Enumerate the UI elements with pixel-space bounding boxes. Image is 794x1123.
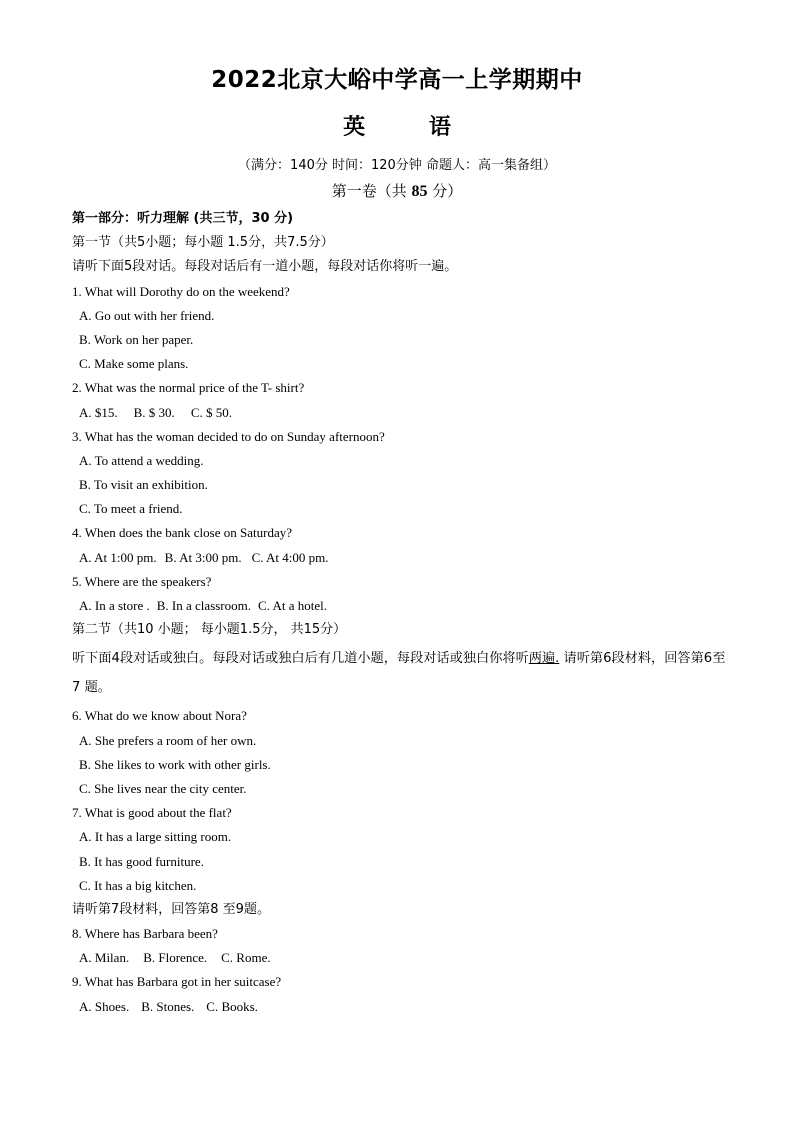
section1-instruction: 请听下面5段对话。每段对话后有一道小题，每段对话你将听一遍。 bbox=[72, 259, 458, 275]
section2-instruction-a: 听下面4段对话或独白。每段对话或独白后有几道小题，每段对话或独白你将听 bbox=[72, 651, 529, 667]
question-4-option-b: B. At 3:00 pm. bbox=[164, 549, 242, 565]
question-2-option-a: A. $15. bbox=[79, 404, 118, 420]
exam-content bbox=[72, 207, 732, 1019]
volume-title-post: 分） bbox=[427, 182, 463, 200]
question-5-option-a: A. In a store . bbox=[79, 598, 150, 613]
question-8-options bbox=[72, 946, 732, 970]
question-9-stem: 9. What has Barbara got in her suitcase? bbox=[72, 974, 282, 990]
question-3-option-b: B. To visit an exhibition. bbox=[79, 477, 208, 493]
subject-heading bbox=[0, 110, 794, 141]
question-2-option-b: B. $ 30. bbox=[133, 404, 175, 420]
question-6-stem: 6. What do we know about Nora? bbox=[72, 708, 247, 724]
question-8-option-c: C. Rome. bbox=[221, 950, 271, 966]
question-7-option-a: A. It has a large sitting room. bbox=[79, 829, 232, 845]
exam-title: 2022北京大峪中学高一上学期期中 bbox=[211, 67, 583, 93]
question-9-options bbox=[72, 995, 732, 1019]
question-2-stem: 2. What was the normal price of the T- shirt? bbox=[72, 380, 305, 396]
question-4-stem: 4. When does the bank close on Saturday? bbox=[72, 525, 292, 541]
question-8-option-b: B. Florence. bbox=[143, 950, 208, 966]
subject-char-left: 英 bbox=[343, 115, 366, 140]
question-3-stem: 3. What has the woman decided to do on Sunday afternoon? bbox=[72, 428, 385, 444]
question-7-option-c: C. It has a big kitchen. bbox=[79, 877, 197, 893]
question-2-option-c: C. $ 50. bbox=[190, 404, 232, 420]
question-9-option-b: B. Stones. bbox=[141, 998, 195, 1014]
exam-info: （满分：140分 时间：120分钟 命题人：高一集备组） bbox=[238, 158, 556, 173]
question-2-options bbox=[72, 401, 732, 425]
question-1-option-c: C. Make some plans. bbox=[79, 356, 189, 372]
section2-instruction bbox=[72, 644, 732, 702]
question-5-stem: 5. Where are the speakers? bbox=[72, 573, 212, 589]
question-9-option-a: A. Shoes. bbox=[79, 998, 130, 1014]
volume-title-score: 85 bbox=[411, 183, 428, 200]
question-1-stem: 1. What will Dorothy do on the weekend? bbox=[72, 283, 290, 299]
question-3-option-a: A. To attend a wedding. bbox=[79, 452, 204, 468]
question-8-option-a: A. Milan. bbox=[79, 950, 130, 966]
question-5-option-c: C. At a hotel. bbox=[258, 598, 327, 613]
subject-char-right: 语 bbox=[428, 115, 451, 140]
material7-instruction: 请听第7段材料，回答第8 至9题。 bbox=[72, 901, 270, 917]
question-6-option-b: B. She likes to work with other girls. bbox=[79, 756, 271, 772]
question-1-option-a: A. Go out with her friend. bbox=[79, 307, 215, 323]
question-5-option-b: B. In a classroom. bbox=[156, 598, 251, 613]
section2-instruction-b: 请听第6段材料，回答第6至7 题。 bbox=[72, 651, 726, 696]
question-9-option-c: C. Books. bbox=[206, 998, 258, 1014]
volume-title bbox=[0, 180, 794, 201]
section1-title: 第一节（共5小题；每小题 1.5分，共7.5分） bbox=[72, 235, 334, 251]
question-8-stem: 8. Where has Barbara been? bbox=[72, 926, 218, 942]
question-6-option-c: C. She lives near the city center. bbox=[79, 780, 247, 796]
volume-title-pre: 第一卷（共 bbox=[331, 182, 412, 200]
section2-title: 第二节（共10 小题； 每小题1.5分， 共15分） bbox=[72, 622, 347, 638]
question-6-option-a: A. She prefers a room of her own. bbox=[79, 732, 257, 748]
question-5-options bbox=[72, 594, 732, 618]
question-4-options bbox=[72, 546, 732, 570]
section2-instruction-underlined: 两遍. bbox=[528, 651, 560, 667]
part1-title: 第一部分：听力理解 (共三节，30 分) bbox=[72, 211, 294, 226]
question-4-option-a: A. At 1:00 pm. bbox=[79, 549, 157, 565]
question-7-stem: 7. What is good about the flat? bbox=[72, 805, 232, 821]
question-3-option-c: C. To meet a friend. bbox=[79, 501, 183, 517]
question-1-option-b: B. Work on her paper. bbox=[79, 331, 194, 347]
question-7-option-b: B. It has good furniture. bbox=[79, 853, 204, 869]
question-4-option-c: C. At 4:00 pm. bbox=[251, 549, 329, 565]
